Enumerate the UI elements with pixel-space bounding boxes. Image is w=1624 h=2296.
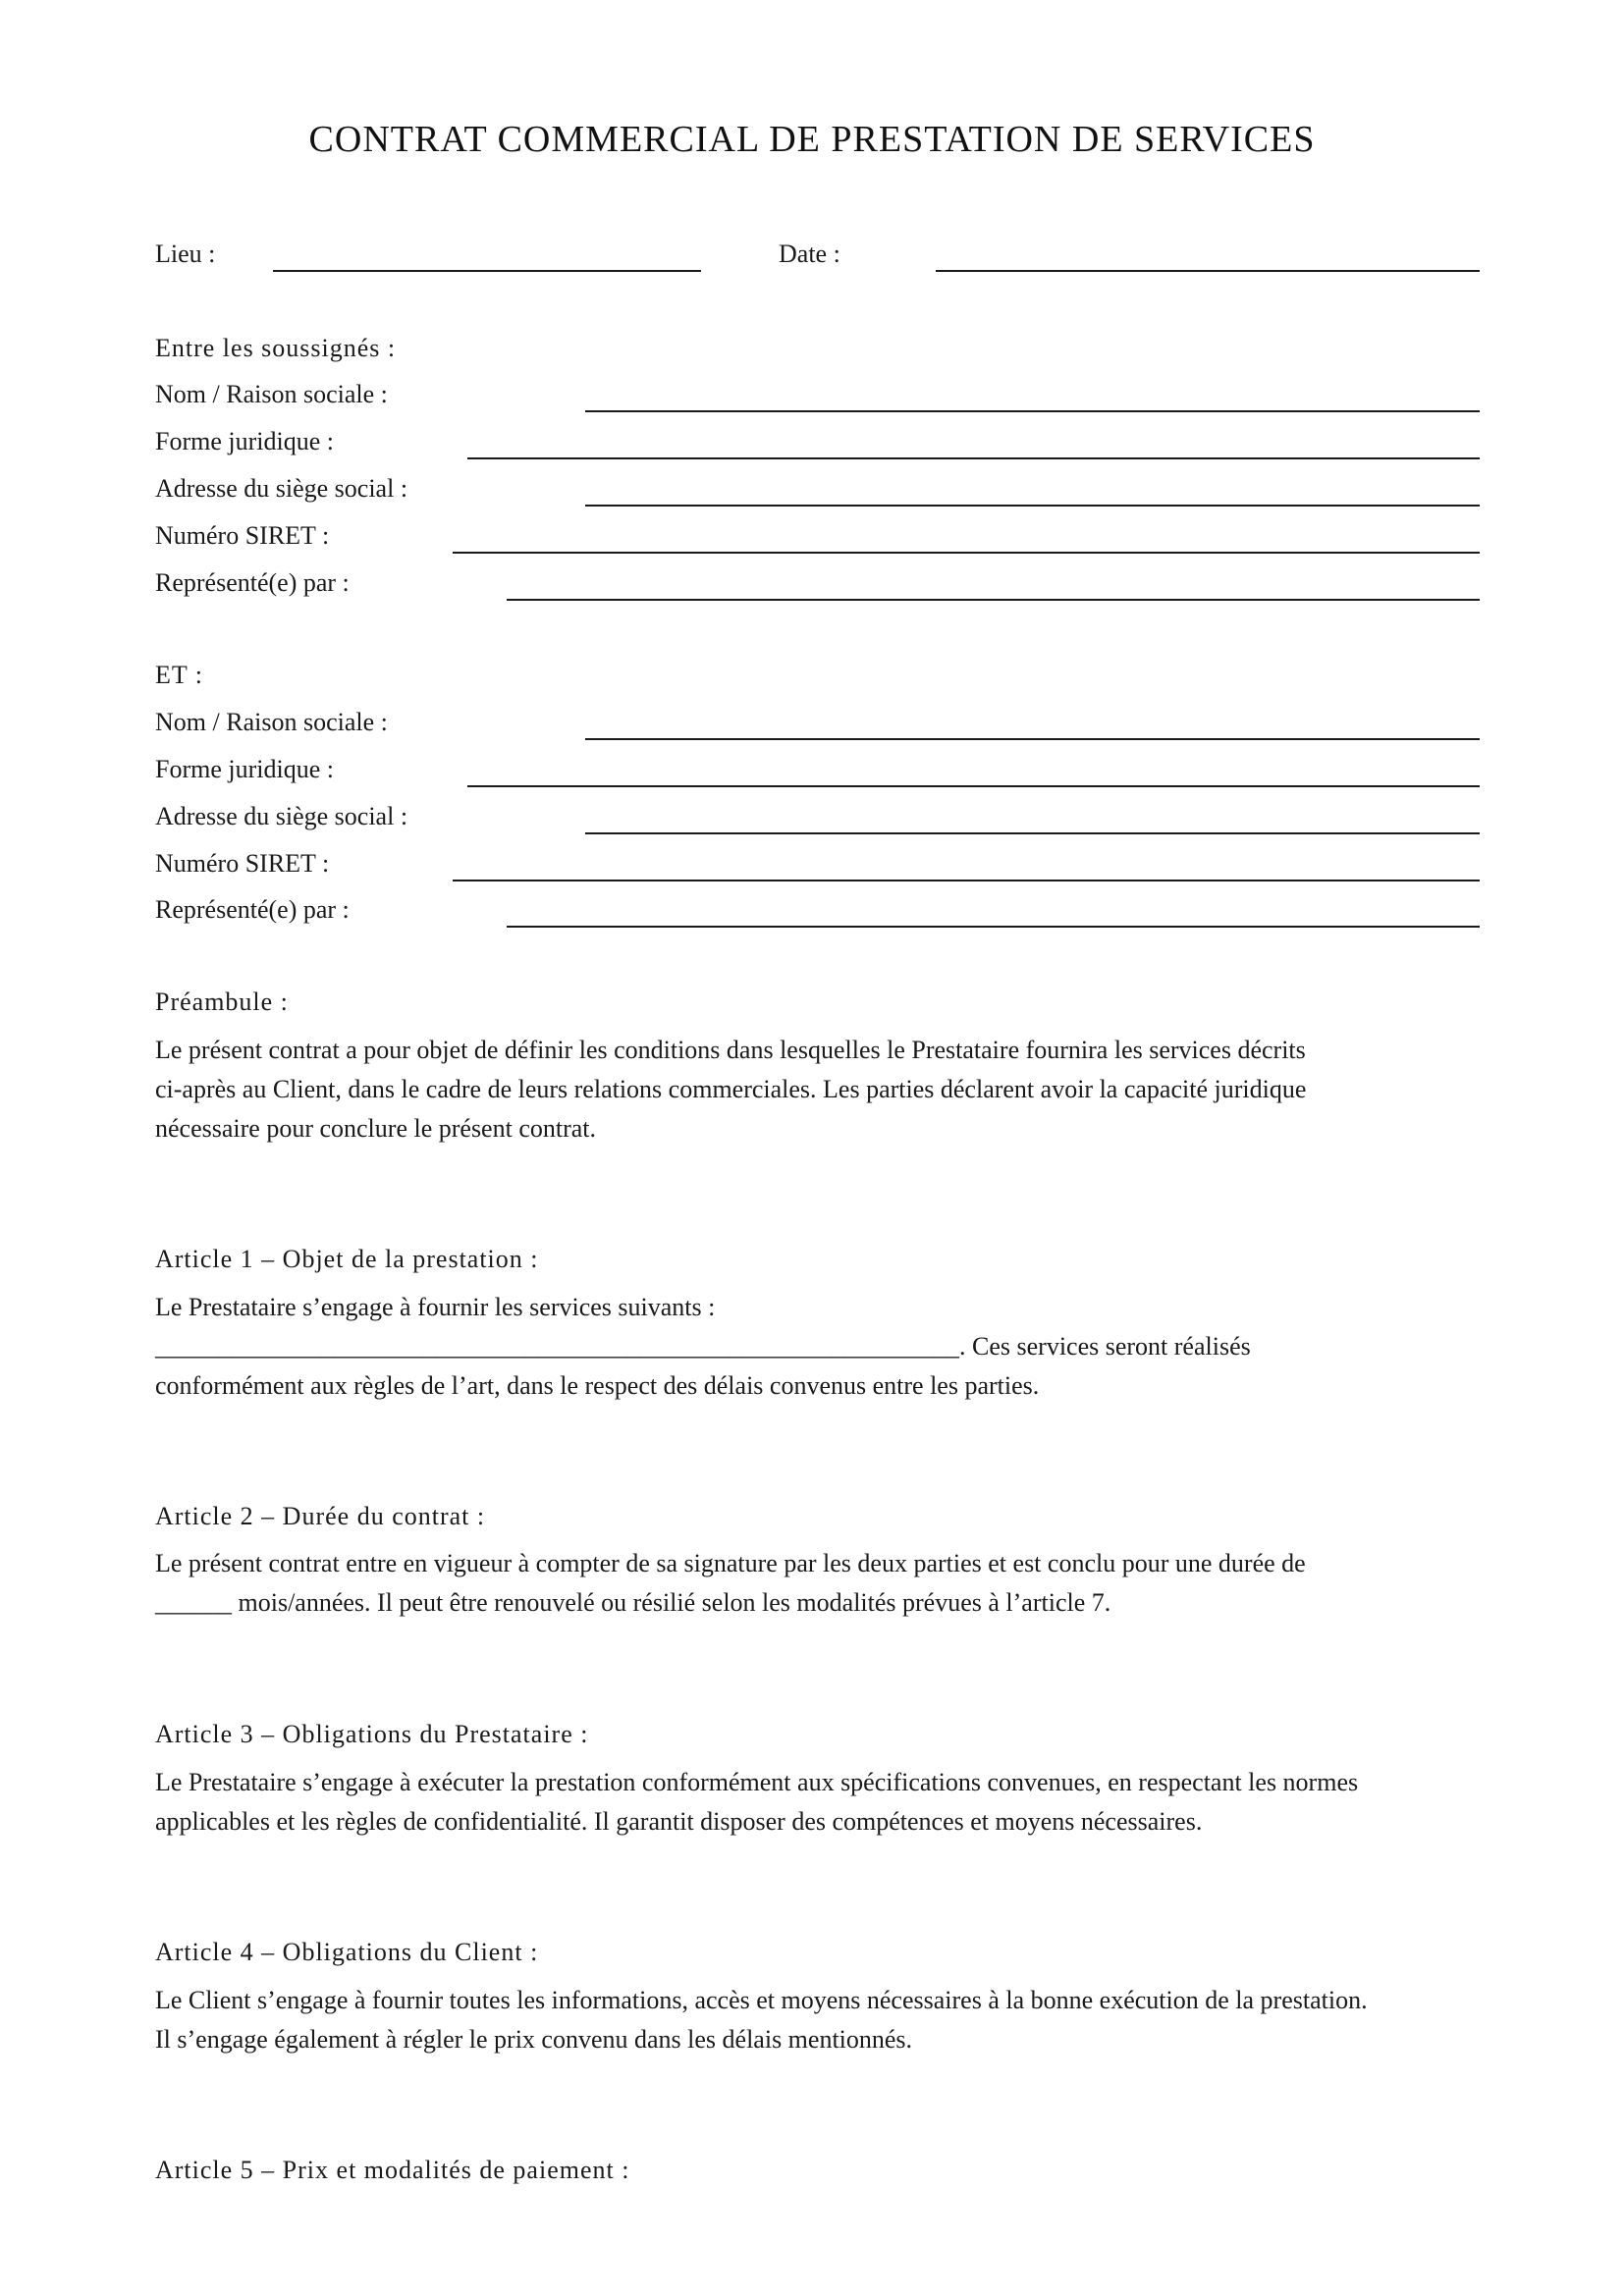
party1-legal-form-label: Forme juridique : — [155, 427, 334, 455]
party1-address-field-line[interactable] — [585, 505, 1480, 507]
article1-line: conformément aux règles de l’art, dans le respect des délais convenus entre les parties. — [155, 1371, 1040, 1400]
article2-heading: Article 2 – Durée du contrat : — [155, 1502, 486, 1530]
party1-siret-field-line[interactable] — [453, 552, 1480, 554]
party2-heading: ET : — [155, 661, 204, 689]
article2-line: ______ mois/années. Il peut être renouvelé ou résilié selon les modalités prévues à l’article 7. — [155, 1588, 1111, 1617]
party1-legal-form-field-line[interactable] — [467, 457, 1480, 459]
party2-address-field-line[interactable] — [585, 832, 1480, 834]
party1-siret-label: Numéro SIRET : — [155, 521, 330, 550]
party2-representative-label: Représenté(e) par : — [155, 895, 350, 924]
party2-name-label: Nom / Raison sociale : — [155, 708, 388, 736]
party2-name-field-line[interactable] — [585, 738, 1480, 740]
preamble-line: nécessaire pour conclure le présent contrat. — [155, 1114, 597, 1143]
party2-address-label: Adresse du siège social : — [155, 802, 408, 830]
article3-text — [155, 1763, 1490, 1842]
preamble-heading: Préambule : — [155, 988, 289, 1016]
article2-line: Le présent contrat entre en vigueur à compter de sa signature par les deux parties et est conclu pour une durée de — [155, 1549, 1306, 1577]
article4-heading: Article 4 – Obligations du Client : — [155, 1938, 539, 1966]
party1-representative-label: Représenté(e) par : — [155, 568, 350, 597]
party2-siret-label: Numéro SIRET : — [155, 849, 330, 878]
party1-address-label: Adresse du siège social : — [155, 474, 408, 503]
party1-name-label: Nom / Raison sociale : — [155, 380, 388, 408]
place-field-line[interactable] — [273, 270, 701, 272]
party2-legal-form-field-line[interactable] — [467, 785, 1480, 787]
party2-siret-field-line[interactable] — [453, 880, 1480, 881]
date-field-line[interactable] — [936, 270, 1480, 272]
article1-heading: Article 1 – Objet de la prestation : — [155, 1245, 539, 1273]
party1-name-field-line[interactable] — [585, 410, 1480, 412]
preamble-line: ci-après au Client, dans le cadre de leurs relations commerciales. Les parties déclarent avoir la capacité juridique — [155, 1075, 1307, 1103]
document-title: CONTRAT COMMERCIAL DE PRESTATION DE SERVICES — [308, 119, 1316, 160]
article3-heading: Article 3 – Obligations du Prestataire : — [155, 1720, 589, 1748]
date-label: Date : — [779, 240, 840, 268]
article1-line: Le Prestataire s’engage à fournir les services suivants : — [155, 1293, 716, 1321]
article1-text — [155, 1288, 1490, 1406]
article3-line: applicables et les règles de confidentialité. Il garantit disposer des compétences et moyens nécessaires. — [155, 1807, 1203, 1836]
party2-legal-form-label: Forme juridique : — [155, 755, 334, 783]
party2-representative-field-line[interactable] — [507, 926, 1480, 928]
preamble-text — [155, 1031, 1490, 1148]
article4-line: Il s’engage également à régler le prix convenu dans les délais mentionnés. — [155, 2025, 913, 2054]
article1-line: _______________________________________________________________. Ces services seront réalisés — [155, 1332, 1251, 1361]
place-label: Lieu : — [155, 240, 216, 268]
party1-heading: Entre les soussignés : — [155, 334, 397, 362]
party1-representative-field-line[interactable] — [507, 599, 1480, 601]
article5-heading: Article 5 – Prix et modalités de paiement : — [155, 2156, 630, 2184]
preamble-line: Le présent contrat a pour objet de définir les conditions dans lesquelles le Prestataire fournira les services décrits — [155, 1036, 1306, 1064]
article4-line: Le Client s’engage à fournir toutes les informations, accès et moyens nécessaires à la bonne exécution de la prestation. — [155, 1986, 1368, 2014]
article3-line: Le Prestataire s’engage à exécuter la prestation conformément aux spécifications convenues, en respectant les normes — [155, 1768, 1359, 1796]
article2-text — [155, 1544, 1490, 1623]
article4-text — [155, 1981, 1490, 2059]
